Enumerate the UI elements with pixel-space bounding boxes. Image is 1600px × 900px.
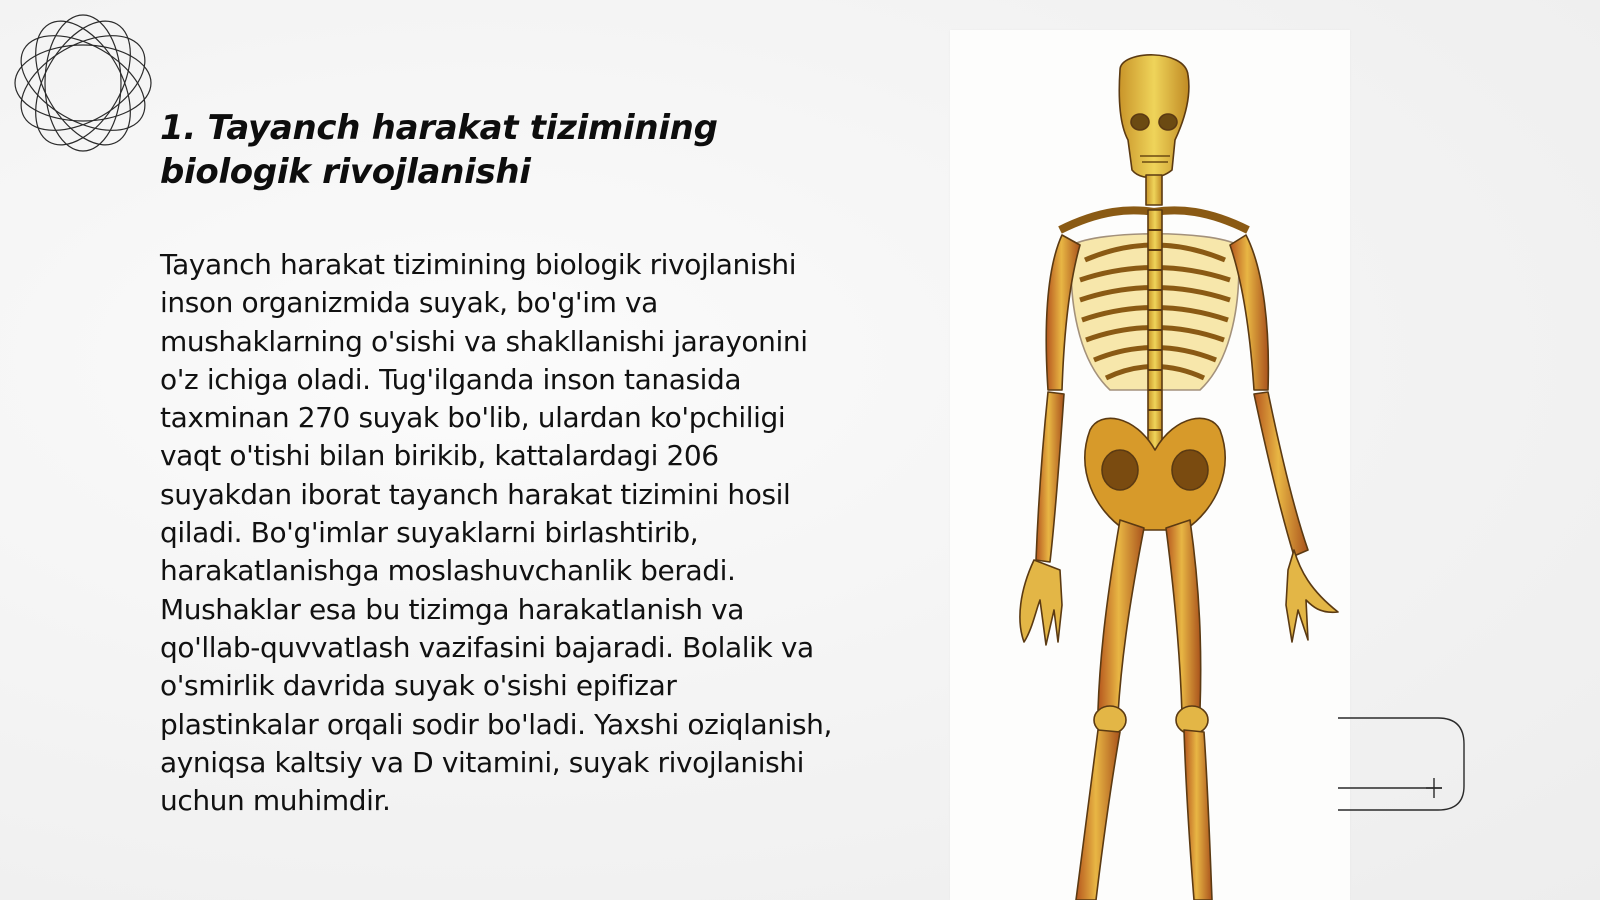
orbital-rings-icon <box>8 8 158 158</box>
skeleton-image <box>950 30 1350 900</box>
human-skeleton-illustration <box>950 30 1350 900</box>
rounded-frame-crosshair-icon <box>1338 716 1468 812</box>
slide-title: 1. Tayanch harakat tizimining biologik rivojlanishi <box>160 108 718 192</box>
slide-body-text: Tayanch harakat tizimining biologik rivojlanishi inson organizmida suyak, bo'g'im va mushaklarning o'sishi va shakllanishi jarayonini o'z ichiga oladi. Tug'ilganda inson tanasida taxminan 270 suyak bo'lib, ulardan ko'pchiligi vaqt o'tishi bilan birikib, kattalardagi 206 suyakdan iborat tayanch harakat tizimini hosil qiladi. Bo'g'imlar suyaklarni birlashtirib, harakatlanishga moslashuvchanlik beradi. Mushaklar esa bu tizimga harakatlanish va qo'llab-quvvatlash vazifasini bajaradi. Bolalik va o'smirlik davrida suyak o'sishi epifizar plastinkalar orqali sodir bo'ladi. Yaxshi oziqlanish, ayniqsa kaltsiy va D vitamini, suyak rivojlanishi uchun muhimdir. <box>160 248 833 818</box>
